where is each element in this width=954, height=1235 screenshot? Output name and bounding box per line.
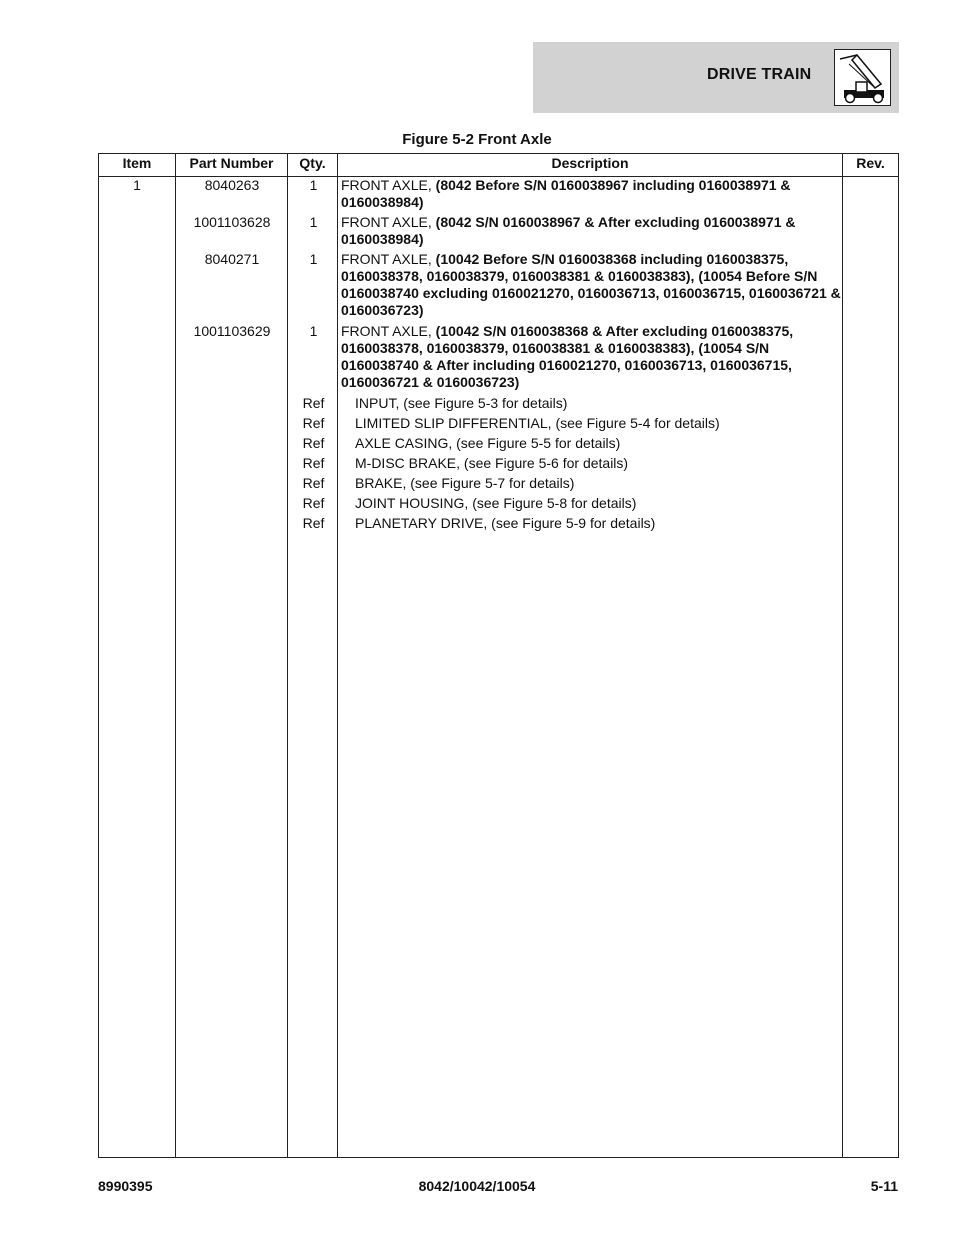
column-header-item: Item [122, 155, 152, 171]
row-description [341, 323, 841, 391]
description-serial-range: (8042 S/N 0160038967 & After excluding 0160038971 & 0160038984) [341, 214, 796, 247]
row-qty: Ref [302, 455, 325, 471]
row-qty: Ref [302, 475, 325, 491]
row-description: JOINT HOUSING, (see Figure 5-8 for details) [355, 495, 637, 511]
description-prefix: FRONT AXLE, [341, 251, 436, 267]
row-description: INPUT, (see Figure 5-3 for details) [355, 395, 568, 411]
description-prefix: FRONT AXLE, [341, 177, 436, 193]
row-description [341, 177, 841, 211]
section-title: DRIVE TRAIN [707, 66, 812, 83]
telehandler-icon [834, 49, 891, 106]
row-description: AXLE CASING, (see Figure 5-5 for details) [355, 435, 621, 451]
description-serial-range: (10042 Before S/N 0160038368 including 0160038375, 0160038378, 0160038379, 0160038381 & 0160038383), (10054 Before S/N 0160038740 excluding 0160021270, 0160036713, 0160036715, 0160036721 & 0160036723) [341, 251, 841, 318]
column-divider [287, 154, 288, 1157]
row-part-number: 1001103629 [193, 323, 271, 339]
row-qty: 1 [309, 251, 318, 267]
footer-doc-number: 8990395 [98, 1178, 153, 1194]
description-serial-range: (10042 S/N 0160038368 & After excluding 0160038375, 0160038378, 0160038379, 0160038381 & 0160038383), (10054 S/N 0160038740 & After including 0160021270, 0160036713, 0160036715, 0160036721 & 0160036723) [341, 323, 794, 390]
description-prefix: FRONT AXLE, [341, 214, 436, 230]
row-description [341, 251, 841, 319]
row-description: LIMITED SLIP DIFFERENTIAL, (see Figure 5-4 for details) [355, 415, 720, 431]
row-description: BRAKE, (see Figure 5-7 for details) [355, 475, 575, 491]
figure-title: Figure 5-2 Front Axle [402, 131, 552, 148]
column-header-rev: Rev. [856, 155, 885, 171]
column-header-qty: Qty. [299, 155, 326, 171]
column-header-part-number: Part Number [189, 155, 274, 171]
row-description: PLANETARY DRIVE, (see Figure 5-9 for details) [355, 515, 656, 531]
description-prefix: FRONT AXLE, [341, 323, 436, 339]
row-part-number: 8040263 [204, 177, 260, 193]
parts-table [98, 153, 899, 1158]
footer-page-number: 5-11 [870, 1178, 898, 1194]
row-description [341, 214, 841, 248]
row-part-number: 1001103628 [193, 214, 271, 230]
row-qty: Ref [302, 495, 325, 511]
column-divider [842, 154, 843, 1157]
row-qty: Ref [302, 515, 325, 531]
description-serial-range: (8042 Before S/N 0160038967 including 0160038971 & 0160038984) [341, 177, 791, 210]
footer-models: 8042/10042/10054 [418, 1178, 536, 1194]
row-qty: Ref [302, 435, 325, 451]
telehandler-icon-drawing [835, 50, 890, 105]
row-item: 1 [133, 177, 141, 193]
column-header-description: Description [551, 155, 629, 171]
row-qty: 1 [309, 177, 318, 193]
column-divider [337, 154, 338, 1157]
row-part-number: 8040271 [204, 251, 260, 267]
row-qty: Ref [302, 395, 325, 411]
row-description: M-DISC BRAKE, (see Figure 5-6 for details) [355, 455, 629, 471]
column-divider [175, 154, 176, 1157]
row-qty: 1 [309, 214, 318, 230]
row-qty: 1 [309, 323, 318, 339]
row-qty: Ref [302, 415, 325, 431]
